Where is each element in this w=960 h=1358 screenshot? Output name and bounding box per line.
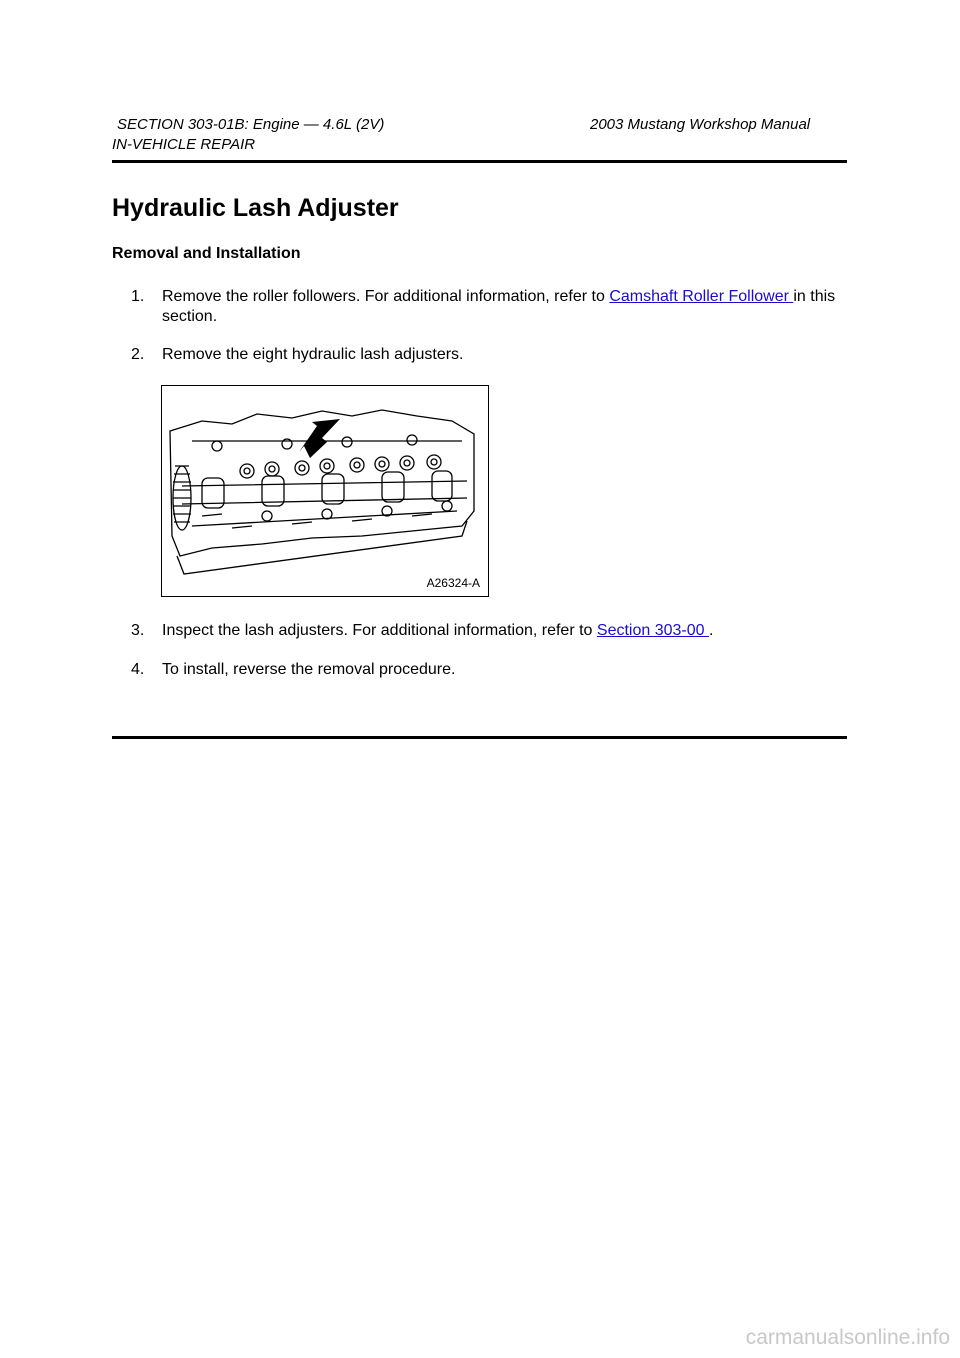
step-text-pre: Inspect the lash adjusters. For additional information, refer to — [162, 622, 597, 639]
manual-title: 2003 Mustang Workshop Manual — [590, 116, 811, 133]
lash-adjuster-illustration — [161, 385, 489, 597]
step-number: 2. — [131, 346, 145, 363]
subsection-header: IN-VEHICLE REPAIR — [112, 136, 256, 153]
engine-head-drawing — [162, 386, 488, 596]
figure-label: A26324-A — [426, 576, 480, 590]
step-text: To install, reverse the removal procedure. — [162, 661, 456, 678]
step-text — [162, 621, 846, 641]
step-text-pre: Remove the roller followers. For additional information, refer to — [162, 288, 610, 305]
step-number: 3. — [131, 622, 145, 639]
section-header: SECTION 303-01B: Engine — 4.6L (2V) — [117, 116, 385, 133]
top-divider — [112, 160, 847, 163]
section-303-00-link[interactable]: Section 303-00 — [596, 622, 709, 639]
step-text: Remove the eight hydraulic lash adjusters. — [162, 346, 464, 363]
step-number: 1. — [131, 288, 145, 305]
step-text — [162, 287, 846, 327]
step-text-post: in this section. — [162, 288, 836, 325]
step-text-post: . — [708, 622, 714, 639]
watermark: carmanualsonline.info — [745, 1326, 950, 1349]
procedure-subtitle: Removal and Installation — [112, 245, 301, 262]
camshaft-roller-follower-link[interactable]: Camshaft Roller Follower — [609, 288, 794, 305]
bottom-divider — [112, 736, 847, 739]
page-title: Hydraulic Lash Adjuster — [112, 194, 399, 222]
step-number: 4. — [131, 661, 145, 678]
